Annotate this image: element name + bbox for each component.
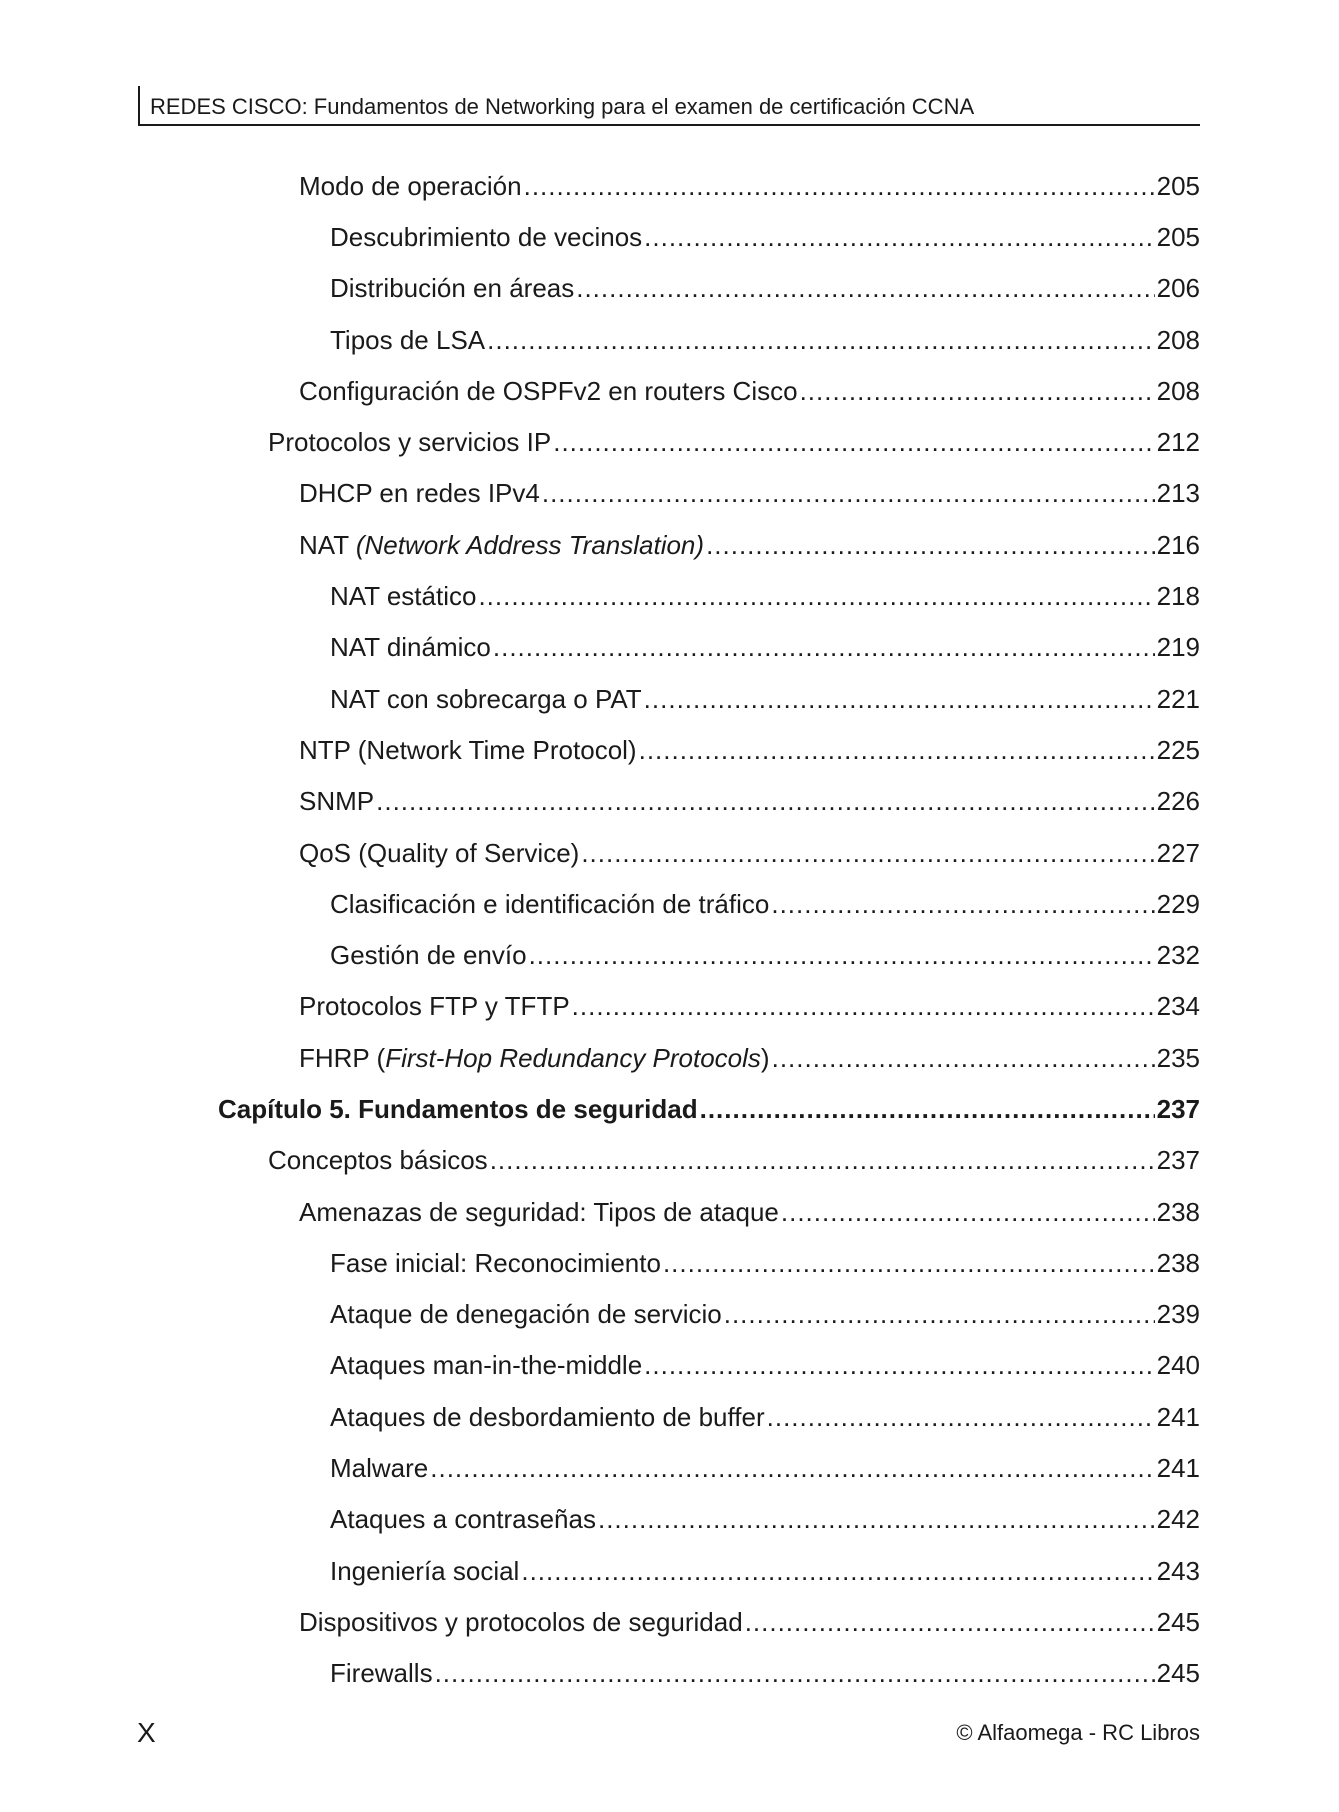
toc-entry bbox=[299, 477, 1200, 509]
toc-title-text: Configuración de OSPFv2 en routers Cisco bbox=[299, 375, 798, 406]
toc-title-text: Conceptos básicos bbox=[268, 1145, 488, 1176]
toc-page-number: 241 bbox=[1156, 1453, 1200, 1484]
toc-entry-row bbox=[0, 1545, 1339, 1596]
toc-entry-row bbox=[0, 622, 1339, 673]
toc-page-number: 205 bbox=[1156, 170, 1200, 201]
toc-page-number: 237 bbox=[1156, 1093, 1200, 1124]
toc-entry-title bbox=[299, 785, 374, 817]
toc-page-number: 243 bbox=[1156, 1555, 1200, 1586]
toc-entry bbox=[330, 939, 1200, 971]
toc-title-text: QoS (Quality of Service) bbox=[299, 837, 580, 868]
toc-page-number: 245 bbox=[1156, 1606, 1200, 1637]
toc-leader-dots bbox=[800, 375, 1155, 407]
toc-entry bbox=[330, 631, 1200, 663]
toc-page-number: 235 bbox=[1156, 1042, 1200, 1073]
toc-entry-row bbox=[0, 1442, 1339, 1493]
toc-entry bbox=[299, 170, 1200, 202]
toc-entry bbox=[299, 785, 1200, 817]
toc-entry bbox=[330, 1247, 1200, 1279]
toc-entry-title bbox=[330, 888, 769, 920]
toc-leader-dots bbox=[521, 1555, 1154, 1587]
toc-leader-dots bbox=[771, 888, 1154, 920]
toc-leader-dots bbox=[724, 1298, 1155, 1330]
toc-entry bbox=[299, 529, 1200, 561]
toc-title-text: Protocolos FTP y TFTP bbox=[299, 991, 570, 1022]
toc-entry-row bbox=[0, 1340, 1339, 1391]
toc-entry-title bbox=[330, 324, 485, 356]
toc-leader-dots bbox=[644, 683, 1155, 715]
toc-page-number: 240 bbox=[1156, 1350, 1200, 1381]
toc-title-text: Amenazas de seguridad: Tipos de ataque bbox=[299, 1196, 779, 1227]
toc-leader-dots bbox=[745, 1606, 1155, 1638]
toc-page-number: 227 bbox=[1156, 837, 1200, 868]
toc-entry-title bbox=[299, 375, 798, 407]
toc-leader-dots bbox=[700, 1093, 1155, 1125]
toc-entry-title bbox=[330, 1401, 765, 1433]
toc-title-text: Ataques man-in-the-middle bbox=[330, 1350, 643, 1381]
toc-entry bbox=[330, 888, 1200, 920]
toc-entry-title bbox=[299, 477, 540, 509]
toc-page-number: 205 bbox=[1156, 221, 1200, 252]
toc-leader-dots bbox=[644, 1349, 1154, 1381]
toc-title-text: Firewalls bbox=[330, 1658, 433, 1689]
toc-entry-row bbox=[0, 929, 1339, 980]
toc-entry bbox=[330, 1555, 1200, 1587]
toc-entry-row bbox=[0, 1391, 1339, 1442]
toc-entry-title bbox=[330, 1452, 428, 1484]
toc-leader-dots bbox=[781, 1196, 1155, 1228]
toc-leader-dots bbox=[553, 426, 1154, 458]
toc-page-number: 226 bbox=[1156, 786, 1200, 817]
toc-entry bbox=[330, 324, 1200, 356]
toc-leader-dots bbox=[576, 272, 1154, 304]
toc-entry bbox=[330, 1452, 1200, 1484]
toc-leader-dots bbox=[663, 1247, 1155, 1279]
toc-leader-dots bbox=[493, 631, 1155, 663]
toc-entry bbox=[299, 837, 1200, 869]
toc-leader-dots bbox=[376, 785, 1154, 817]
toc-leader-dots bbox=[581, 837, 1154, 869]
toc-entry-title bbox=[330, 272, 574, 304]
toc-entry-title bbox=[268, 426, 551, 458]
toc-entry-row bbox=[0, 416, 1339, 467]
toc-leader-dots bbox=[644, 221, 1154, 253]
toc-entry bbox=[268, 1144, 1200, 1176]
toc-entry-row bbox=[0, 673, 1339, 724]
toc-page-number: 238 bbox=[1156, 1247, 1200, 1278]
toc-entry bbox=[299, 1196, 1200, 1228]
toc-page-number: 206 bbox=[1156, 273, 1200, 304]
toc-entry-row bbox=[0, 468, 1339, 519]
toc-leader-dots bbox=[572, 990, 1155, 1022]
toc-entry bbox=[330, 1298, 1200, 1330]
page-number: X bbox=[137, 1717, 156, 1748]
toc-leader-dots bbox=[767, 1401, 1155, 1433]
toc-title-text: Ataques de desbordamiento de buffer bbox=[330, 1401, 765, 1432]
toc-entry-title bbox=[299, 1606, 743, 1638]
toc-title-text: Protocolos y servicios IP bbox=[268, 427, 552, 458]
toc-leader-dots bbox=[542, 477, 1155, 509]
toc-page-number: 208 bbox=[1156, 324, 1200, 355]
header-title: REDES CISCO: Fundamentos de Networking para el examen de certificación CCNA bbox=[150, 94, 975, 119]
toc-leader-dots bbox=[430, 1452, 1154, 1484]
toc-entry-row bbox=[0, 570, 1339, 621]
toc-title-text: Modo de operación bbox=[299, 170, 522, 201]
toc-leader-dots bbox=[529, 939, 1155, 971]
toc-entry-row bbox=[0, 160, 1339, 211]
toc-page-number: 216 bbox=[1156, 529, 1200, 560]
toc-entry bbox=[299, 1042, 1200, 1074]
toc-entry-row bbox=[0, 1135, 1339, 1186]
toc-entry-row bbox=[0, 1186, 1339, 1237]
toc-entry-title bbox=[299, 1196, 779, 1228]
toc-title-text: FHRP ( bbox=[299, 1042, 386, 1073]
toc-page-number: 229 bbox=[1156, 888, 1200, 919]
toc-entry-title bbox=[299, 170, 522, 202]
toc-title-text: Clasificación e identificación de tráfico bbox=[330, 888, 770, 919]
toc-title-text: NAT bbox=[299, 529, 356, 560]
toc-page-number: 239 bbox=[1156, 1299, 1200, 1330]
toc-entry-title bbox=[330, 1555, 519, 1587]
toc-entry-row bbox=[0, 1032, 1339, 1083]
table-of-contents bbox=[0, 160, 1339, 1699]
toc-page-number: 237 bbox=[1156, 1145, 1200, 1176]
toc-entry bbox=[330, 1657, 1200, 1689]
toc-entry-row bbox=[0, 1237, 1339, 1288]
toc-entry-row bbox=[0, 211, 1339, 262]
toc-entry-row bbox=[0, 1648, 1339, 1699]
toc-page-number: 242 bbox=[1156, 1504, 1200, 1535]
toc-entry bbox=[330, 272, 1200, 304]
toc-title-italic: (Network Address Translation) bbox=[355, 529, 705, 560]
toc-page-number: 213 bbox=[1156, 478, 1200, 509]
toc-page-number: 208 bbox=[1156, 375, 1200, 406]
toc-title-text: NAT con sobrecarga o PAT bbox=[330, 683, 642, 714]
toc-title-text: DHCP en redes IPv4 bbox=[299, 478, 540, 509]
toc-title-text: Distribución en áreas bbox=[330, 273, 575, 304]
toc-entry-row bbox=[0, 314, 1339, 365]
toc-title-text: Ataques a contraseñas bbox=[330, 1504, 596, 1535]
toc-entry-title bbox=[330, 580, 476, 612]
toc-title-text: Capítulo 5. Fundamentos de seguridad bbox=[218, 1093, 698, 1124]
toc-title-text: Dispositivos y protocolos de seguridad bbox=[299, 1606, 743, 1637]
toc-leader-dots bbox=[487, 324, 1154, 356]
toc-entry-row bbox=[0, 776, 1339, 827]
toc-entry bbox=[218, 1093, 1200, 1125]
toc-entry-title bbox=[330, 631, 491, 663]
toc-entry bbox=[330, 1503, 1200, 1535]
toc-entry-title bbox=[330, 1657, 433, 1689]
toc-entry-row bbox=[0, 1494, 1339, 1545]
running-header bbox=[138, 86, 1200, 126]
toc-leader-dots bbox=[435, 1657, 1155, 1689]
toc-title-text: Malware bbox=[330, 1453, 429, 1484]
toc-leader-dots bbox=[478, 580, 1154, 612]
toc-entry-title bbox=[218, 1093, 698, 1125]
toc-page-number: 238 bbox=[1156, 1196, 1200, 1227]
toc-page-number: 241 bbox=[1156, 1401, 1200, 1432]
toc-entry-row bbox=[0, 263, 1339, 314]
toc-entry-title bbox=[330, 683, 642, 715]
toc-entry-row bbox=[0, 519, 1339, 570]
toc-page-number: 218 bbox=[1156, 581, 1200, 612]
toc-entry-row bbox=[0, 724, 1339, 775]
toc-entry-row bbox=[0, 981, 1339, 1032]
toc-entry bbox=[330, 580, 1200, 612]
toc-title-text: NAT dinámico bbox=[330, 632, 491, 663]
toc-leader-dots bbox=[639, 734, 1155, 766]
toc-title-text: Tipos de LSA bbox=[330, 324, 486, 355]
toc-page-number: 219 bbox=[1156, 632, 1200, 663]
publisher-credit: © Alfaomega - RC Libros bbox=[956, 1720, 1200, 1745]
toc-entry-title bbox=[299, 734, 637, 766]
toc-page-number: 221 bbox=[1156, 683, 1200, 714]
toc-entry bbox=[330, 1401, 1200, 1433]
toc-page-number: 234 bbox=[1156, 991, 1200, 1022]
toc-entry-title bbox=[299, 529, 704, 561]
toc-page-number: 225 bbox=[1156, 734, 1200, 765]
toc-title-text: Descubrimiento de vecinos bbox=[330, 221, 643, 252]
toc-leader-dots bbox=[706, 529, 1155, 561]
toc-entry bbox=[268, 426, 1200, 458]
toc-entry-title bbox=[330, 939, 527, 971]
toc-title-text: Gestión de envío bbox=[330, 940, 527, 971]
toc-entry bbox=[299, 734, 1200, 766]
toc-entry-title bbox=[330, 1247, 661, 1279]
toc-entry-row bbox=[0, 827, 1339, 878]
toc-entry-title bbox=[299, 837, 579, 869]
toc-page-number: 232 bbox=[1156, 940, 1200, 971]
toc-entry bbox=[299, 990, 1200, 1022]
toc-title-text: Ataque de denegación de servicio bbox=[330, 1299, 722, 1330]
toc-entry-title bbox=[330, 1298, 722, 1330]
toc-entry-row bbox=[0, 365, 1339, 416]
toc-entry-title bbox=[299, 1042, 770, 1074]
toc-entry bbox=[330, 1349, 1200, 1381]
toc-entry-title bbox=[330, 221, 642, 253]
toc-page-number: 245 bbox=[1156, 1658, 1200, 1689]
toc-leader-dots bbox=[772, 1042, 1155, 1074]
toc-title-text: Ingeniería social bbox=[330, 1555, 520, 1586]
toc-entry-title bbox=[268, 1144, 488, 1176]
toc-entry bbox=[330, 683, 1200, 715]
toc-title-text: NAT estático bbox=[330, 581, 477, 612]
toc-chapter-row bbox=[0, 1083, 1339, 1134]
toc-entry bbox=[330, 221, 1200, 253]
toc-title-text: NTP (Network Time Protocol) bbox=[299, 734, 637, 765]
toc-title-text: SNMP bbox=[299, 786, 375, 817]
toc-entry bbox=[299, 375, 1200, 407]
toc-title-tail: ) bbox=[760, 1042, 770, 1073]
toc-entry-row bbox=[0, 1596, 1339, 1647]
toc-leader-dots bbox=[524, 170, 1155, 202]
toc-entry-title bbox=[299, 990, 570, 1022]
toc-entry-row bbox=[0, 1289, 1339, 1340]
toc-leader-dots bbox=[490, 1144, 1155, 1176]
toc-entry bbox=[299, 1606, 1200, 1638]
toc-title-italic: First-Hop Redundancy Protocols bbox=[385, 1042, 761, 1073]
toc-entry-title bbox=[330, 1349, 642, 1381]
toc-entry-title bbox=[330, 1503, 596, 1535]
toc-title-text: Fase inicial: Reconocimiento bbox=[330, 1247, 661, 1278]
toc-page-number: 212 bbox=[1156, 427, 1200, 458]
toc-entry-row bbox=[0, 878, 1339, 929]
toc-leader-dots bbox=[598, 1503, 1155, 1535]
